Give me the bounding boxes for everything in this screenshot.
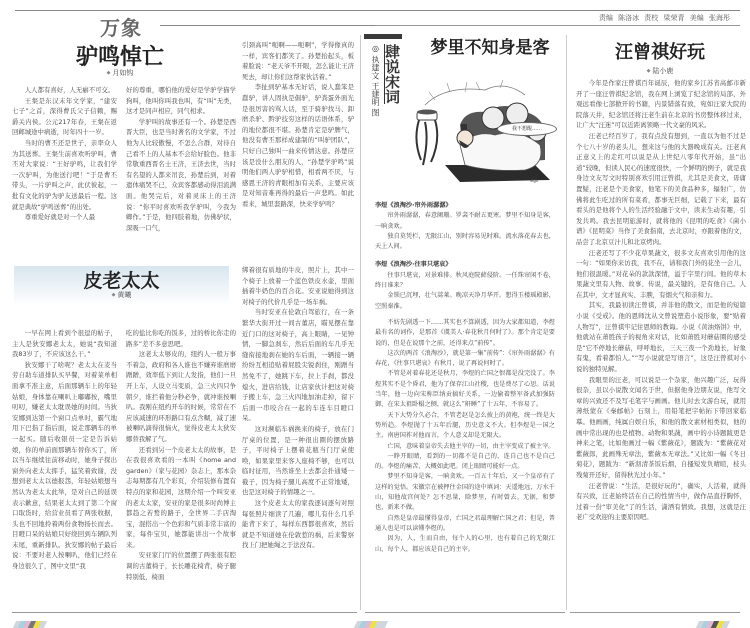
credits-rule [375,25,740,26]
poem-title: 李煜《浪淘沙·往事只堪哀》 [375,261,452,269]
paragraph: 一睁开眼睛，看到的一切都不是自己的，连自己也不是自己的。李煜的痛苦，大概如此吧。闭上眼睛可能好一点。 [375,452,555,471]
column-tag [364,34,402,159]
paragraph: 引颈高叫“呃啊——呃啊”，学得像真的一样，宾客们都笑了。孙楚抬起头，板着脸说：“老天爷不开眼，怎么能让王济死去，却让你们这帮家伙活着。” [242,41,354,81]
paragraph: 不管是对着春花还是秋月，李煜的亡国之恨都是没完没了。李煜其实不是个昏君，他为了保存江山社稷，也是费尽了心思。话说当年，他一边向宋称臣纳贡搞好关系，一边偷着整军备武加强防御，在宋太祖卧榻之侧，就这么“鼾睡”了十五年，不容易了。 [375,370,555,409]
article4-body [576,78,746,523]
article1-column-1 [12,85,117,223]
article2-column-2 [126,328,236,582]
paragraph: 梦里不知身是客，一晌贪欢。一百五十年后，又一个皇帝有了这样的觉悟。宋徽宗在被押往金国的途中填词：天遥地远，万水千山，知他故宫何处？怎不思量，除梦里，有时曾去。无据，和梦也，新来不做。 [375,473,555,512]
poem-line: 帘外雨潺潺，春意阑珊。罗衾不耐五更寒。梦里不知身是客，一晌贪欢。 [375,212,555,230]
poem-line: 往事只堪哀，对景难排。秋风庭院藓侵阶。一任珠帘闲不卷，终日谁来？ [375,271,555,290]
article-title-pilaotaitai: 皮老太太 [83,270,160,292]
bottom-rule [365,612,565,613]
paragraph: 汪老还写了不少花草果蔬文，很多文友喜欢引用他的这一句：“如果你来访我，我不在，请和我门外的花坐一会儿，他们很温暖。”对花朵的款款深情，溢于字里行间。他的草木果蔬文里有人物、故事、传说，最关键的，是有他自己。人在其中，文才显真实、丰腴，有烟火气和亲和力。 [576,248,746,299]
paragraph: 李扯到驴基本无好话，说人蠢笨是蠢驴，讲人固执是倔驴，驴粪蛋外面光是很厉害的骂人话，至于骑驴找马、卸磨杀驴、黔驴技穷这样的话语体系，驴的地位都很不堪。孙楚肯定是驴脾气，他没有曹丕那样成建制的“叫驴团队”，只好自己独叫一曲来传情达意。孙楚应该是没什么朋友的人，“孙楚学驴鸣”说明他们两人驴驴相惜，相看两不厌，与感恩王济的青眼相加有关系，主要应该是对知音难再得的最后一声悲鸣。如此看来，城里套路深，快来学驴鸣？ [242,83,354,208]
article-byline: ◆ 陆小鹿 [580,66,740,76]
column-divider [360,35,361,610]
paragraph: 好的尊重，哪怕他的爱好是学驴学猫学狗叫，他叫你叫我也叫，有“叫”无类，这才是同声相应，同气相求。 [126,86,236,116]
paragraph: 今年是作家汪曾祺百年诞辰，他的家乡江苏省高邮市新开了一座汪曾祺纪念馆，我在网上浏览了纪念馆的局部，外观远看像七部掀开的书籍，内景错落有致，宛如汪家大院的院落天井，纪念馆还将汪老生前在北京的书房整体移过来，让广大“汪迷”可以近距离领略一代文豪的风采。 [576,79,746,130]
paragraph: 人人都有喜好，人无癖不可交。 [24,86,115,94]
article2-column-3 [242,265,354,551]
bottom-rule [12,612,357,613]
illustration-emperor-on-couch [405,70,550,188]
article-title-lumingdaowang: 驴鸣悼亡 [75,44,164,70]
article-byline: ◆ 黄曦 [14,290,229,300]
paragraph: 吃的盐比你吃的饭多，过的桥比你走的路多”差不多意思吧。 [126,329,236,348]
paragraph: 这对濒临车祸换来的椅子，放在门厅桌的位置，是一种很出圈的摆放路子，平时椅子上摆着花瓶当门厅桌使唤，如果家里来客人座椅不够，也可以临时征用，当然谁坐上去都会扑通矮一截子，因为椅子腿儿高度不正常地矮，也是这对椅子的情趣之一。 [242,424,354,497]
decorative-stripes [355,615,400,624]
poem-line: 金锁已沉埋，壮气蒿莱。晚凉天净月华开。想得玉楼瑶殿影，空照秦淮。 [375,292,555,310]
paragraph: 狄安娜干了啥呢？老太太在麦当劳自助车道排队买早餐，对着菜单相面拿不准主意，后面那辆车上的年轻姑娘，身体靠在喇叭上嘟嘟按，嘴里叨叨，嫌老太太耽误她的时间。当狄安娜到达第一个窗口点单时，霸气地用下巴指了指后面，说走那辆车的单一起买。随后收银员一定是告诉姑娘，你的单前面那辆车替你买了，所以当车继续往前移动时，她身子探出窗外向老太太挥手，猛笑着致谢，没想到老太太以德报怨，年轻姑娘想当然认为老太太此举，是对自己的延误表示歉意，结果老太太到了第二个窗口取货时，给营业员看了两张收据，头也不回地拎着两份食物扬长而去。目瞪口呆的姑娘只好绕回到车辆队列末尾，重新排队。狄安娜的帖子最后说：不要对老人按喇叭，他们已经在身边很久了，图中文里“我 [12,360,117,571]
paragraph: 绑着很有质地的牛皮，照片上，其中一个椅子上放着一个蓝色铁皮水壶，里面插着牛奶色的百合花。安亚说她得到这对椅子的代价几乎是一场车祸。 [242,266,354,306]
column-author: ◎ 执建文 王建明 图 [371,44,380,117]
poem-line: 独自莫凭栏，无限江山，别时容易见时难。流水落花春去也，天上人间。 [375,232,555,251]
paragraph: 这个皮老太太的家我逐词逐句对照每张照片细读了几遍，哪儿有什么几乎能背下来了，每样东西都很喜欢，然后就是不知道她在伦敦惹的祸，后来警察找上门把她绳之于法没有。 [242,499,354,550]
editor-credits: 责编 陈洛冰 责校 梁荣青 美编 张海彤 [598,14,730,22]
decorative-stripes [14,615,59,624]
paragraph: 这次的两首《浪淘沙》，就是第一集“前传”：《帘外雨潺潺》有春花，《往事只堪哀》有秋月，说了再说何时了。 [375,349,555,368]
paragraph: 尊重爱好就是对一个人最 [24,213,96,222]
section-rule [160,25,375,26]
article-title-wangzengqi: 汪曾祺好玩 [615,42,705,63]
bottom-rule [570,612,740,613]
paragraph: 还看到另一个皮老太太的故事，是在我很喜欢看的一本叫《home and garden》（家与花园）杂志上，那本杂志每期都有几个彩页，介绍装修布置有特点的家和花园，这期介绍一个叫安亚的老太太家，安亚的家是很多时尚博主都趋之若鹜的路子，全世界二手店淘宝，混搭出一个色彩和气质非常丰富的家，每件宝贝，她都能讲出一个故事来。 [126,445,236,549]
paragraph: 我眼里的汪老，可以说是一个杂家，他兴趣广泛，玩得很杂，虽以小说散文闻名于世，但据他身边朋友说，他写文章的兴致还不及写毛笔字与画画。他儿时去文游台玩，就用薄纸蒙在《秦邮帖》石刻上，用铅笔把字帖拓下带回家临摹。他画画，纯属自娱自乐，和他的散文素材相类似，他的画中常出现的也是植物、动物和果蔬，画中的小诗题跋更是神来之笔，比如他画过一幅《紫薇花》，题跋为：“紫薇花对紫薇郎，此画殊无章法，紫薇本无章法。”又比如一幅《冬日菊花》，题跋为：“新沏清茶饭后烟，自搔短发负晴暄，枝头残菊开还好，留得秋光过小年。” [576,375,746,479]
article2-column-1 [12,328,117,572]
paragraph: 不妨先剧透一下……其实也不算剧透，因为大家都知道，李煜最有名的词作，是那首《虞美人·春花秋月何时了》。那个肯定是要说的，但是在说那个之前，还得来点“前传”。 [375,318,555,347]
paragraph: 当时安亚在伦敦自驾旅行，在一条繁华大街开过一间古董店，瞄见摆在靠近门口的这对椅子，高上眼睛，一见钟情，一脚急刹车，然后后面的车几乎无缝衔接地刹在她的车后面，一辆接一辆纷纷互相追贴着屁股尖锐刹住，刚蹭当然免不了，她跳下车，拉上手刹，都没熄火，进店给钱，让店家伙计把这对椅子搬上车，急三火四地加油走掉，留下后面一串咬合在一起的车连车目瞪口呆。 [242,308,354,423]
speech-bubble: 我不想醒…… [497,122,557,136]
column-tag-bar [364,34,402,39]
poem-title: 李煜《浪淘沙·帘外雨潺潺》 [375,202,452,209]
paragraph: 自然是皇帝最懂得皇帝，亡国之君最理解亡国之君；但是，普通人也是可以读懂李煜的。 [375,514,555,532]
paragraph: 汪老曾说：“生活，是很好玩的”，确实，人活着，就得有兴致，汪老始终活在自己的性情当中，做作品直抒胸怀，过着一份“审美化”了的生活，潇洒有情致。我想，这就是汪老广受欢迎的主要原因吧。 [576,481,746,522]
paragraph: 因为，人，生而自由，每个人的心里，也有着自己的无限江山，每个人，都应该是自己的主宰。 [375,535,555,553]
top-rule [15,10,740,11]
article-title-menglibuzhi: 梦里不知身是客 [430,38,550,58]
column-name: 肆说宋词 [383,44,401,104]
article-byline: ◆ 月如钩 [10,68,230,78]
svg-text:sign: sign [530,178,539,183]
paragraph: 安亚家门厅的位置摆了两张很有腔调的古董椅子，长长雕花椅背，椅子腿特别低，椅面 [126,551,236,581]
paragraph: 一早在网上看到个很逗的帖子，主人是狄安娜老太太，她说“我知道我83岁了，不应该这么干。” [12,329,117,359]
paragraph: 汪老已经百岁了，我有点没有想到，一直以为他不过是个七八十岁的老头儿，想来这与他的大器晚成有关。汪老真正意义上的走红可以说是从上世纪八零年代开始，虽“出道”较晚，但读人民心的速度很快，一个鲜明的例子，就是我身边文友写文时特别喜欢引用汪曾祺，尤其是美食文，毋庸置疑，汪老是个美食家，他笔下的美食品种多，辐射广，仿佛将此生吃过的所有菜肴，都事无巨细，记载了下来，最有看头的是他将个人的生活经验融于文中，读来生动有趣，引发共鸣。我去昆明旅游时，就将他的《昆明的吃食》《菌小谱》《昆明菜》当作了美食指南，去北京时，亦跟着他的文，品尝了北京豆汁儿和北京烤肉。 [576,131,746,246]
paragraph: 亡国，意味着皇帝失去他主宰的一切，由主宰变成了被主宰。 [387,442,555,450]
paragraph: 天下大势分久必合，不管老赵是怎么披上的黄袍，统一终是大势所趋。李煜抛了十五年后腿，历史意义不大。但李煜是一国之主，南唐国祚对他而言，个人意义却是无限大。 [375,411,555,440]
article1-column-3 [242,40,354,210]
decorative-stripes [697,615,742,624]
section-title: 万象 [100,16,142,40]
article3-body [375,199,555,555]
column-divider [566,35,567,610]
paragraph: 当时的曹丕还是世子，亲率众人为其送葬。王粲生前喜欢听驴叫，曹丕对大家说：“王好驴鸣，让我们学一次驴叫，为他送行吧！”于是曹丕带头，一片驴叫之声，此伏彼起，一批有文化的驴为驴友送最后一程。这就是典故“驴鸣送葬”的出处。 [12,138,117,211]
paragraph: 学驴叫的故事还有一个。孙楚是西晋大臣，也是当时著名的文学家，不过他为人比较傲慢，不怎么合群，对待自己看不上的人基本不会给好脸色。他非常敬重西晋名士王济，王济去世，当时有名望的人都来吊丧，孙楚后到，对着遗体痛哭不已，众宾客都感动得泪流满面。他哭完后，对着灵床上的王济说：“你平时喜欢听我学驴叫，今我为卿作。”于是，他四肢着地，仿佛驴状，深吸一口气， [126,117,236,232]
paragraph: 其实，我最初读汪曾祺，并非他的散文，而是他的短篇小说《受戒》。他的恩师沈从文曾说塑造小说形象，要“贴着人物写”，汪曾祺牢记住恩师的教诲。小说《黄油烙饼》中，他就站在萧胜孩子的视角来对话，比如萧胜对蘑菇圈的感受是“它不停地长蘑菇，呼呼地长，三天三夜一个劲地长，好象有鬼，看着都怕人。”“写小说就是写语言”，这是汪曾祺对小说的独特见解。 [576,301,746,374]
paragraph: 这老太太够皮的，纽约人一般万事不着急，政府和各人谁也不嫌弃谁磨磨蹭蹭，效率低下到让人发指，他们一旦开上车，人设立马变质，急三火四只争朝夕，谁拦着他分秒必争，就冲谁按喇叭。我刚在纽约开车的时候，常常在不应该减速的环形路口有点含糊，减了速被喇叭滴得很恼火，觉得皮老太太狄安娜替我解了气。 [126,350,236,443]
article1-column-2 [126,85,236,233]
paragraph: 王粲是东汉末年文学家，“建安七子”之首，深得曹氏父子信赖，赐爵关内侯。公元217年春，王粲在返回邺城途中病逝，时年四十一岁。 [12,96,117,137]
